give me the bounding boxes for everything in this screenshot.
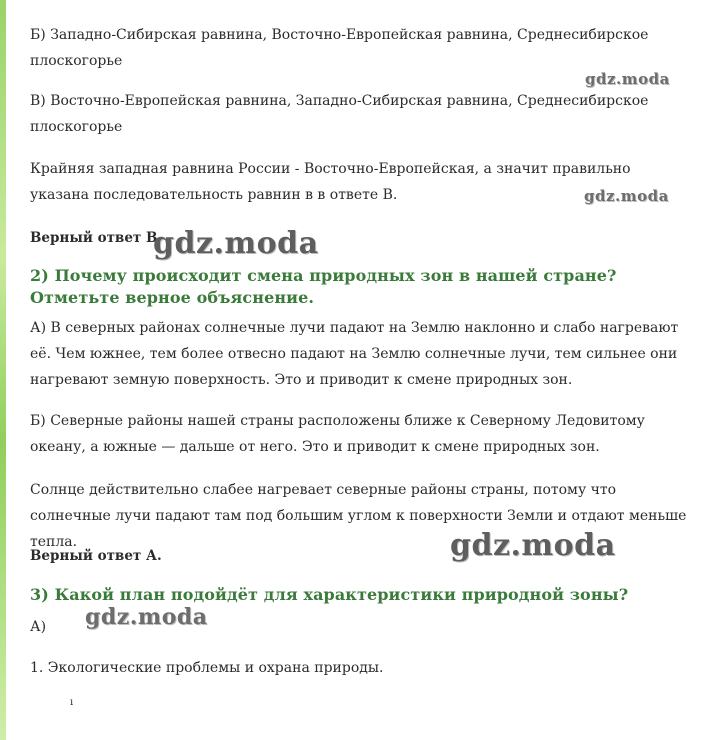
section1-option-v: В) Восточно-Европейская равнина, Западно-Сибирская равнина, Среднесибирское плоскогорье — [30, 93, 649, 135]
section1-option-b: Б) Западно-Сибирская равнина, Восточно-Европейская равнина, Среднесибирское плоскогорье — [30, 27, 649, 69]
section2-answer: Верный ответ А. — [30, 548, 162, 564]
section3-plan-item-2-cut: ı — [70, 697, 74, 708]
watermark-logo: gdz.moda — [585, 70, 670, 88]
section3-option-a: А) — [30, 619, 47, 635]
watermark-logo: gdz.moda — [153, 226, 319, 261]
watermark-logo: gdz.moda — [584, 187, 669, 205]
question-3-heading: 3) Какой план подойдёт для характеристики природной зоны? — [30, 585, 629, 604]
left-decorative-stripe — [0, 0, 6, 740]
section1-explanation: Крайняя западная равнина России - Восточно-Европейская, а значит правильно указана последовательность равнин в в ответе В. — [30, 161, 631, 203]
watermark-logo: gdz.moda — [85, 604, 208, 630]
question-2-heading: 2) Почему происходит смена природных зон в нашей стране? Отметьте верное объяснение. — [30, 266, 617, 307]
section2-option-b: Б) Северные районы нашей страны расположены ближе к Северному Ледовитому океану, а южные — дальше от него. Это и приводит к смене природных зон. — [30, 413, 645, 455]
section2-option-a: А) В северных районах солнечные лучи падают на Землю наклонно и слабо нагревают её. Чем южнее, тем более отвесно падают на Землю солнечные лучи, тем сильнее они нагревают земную поверхность. Это и приводит к смене природных зон. — [30, 320, 679, 388]
section1-answer: Верный ответ В. — [30, 230, 163, 246]
section2-explanation: Солнце действительно слабее нагревает северные районы страны, потому что солнечные лучи падают там под большим углом к поверхности Земли и отдают меньше тепла. — [30, 482, 687, 550]
watermark-logo: gdz.moda — [450, 528, 616, 563]
section3-plan-item-1: 1. Экологические проблемы и охрана природы. — [30, 660, 384, 676]
